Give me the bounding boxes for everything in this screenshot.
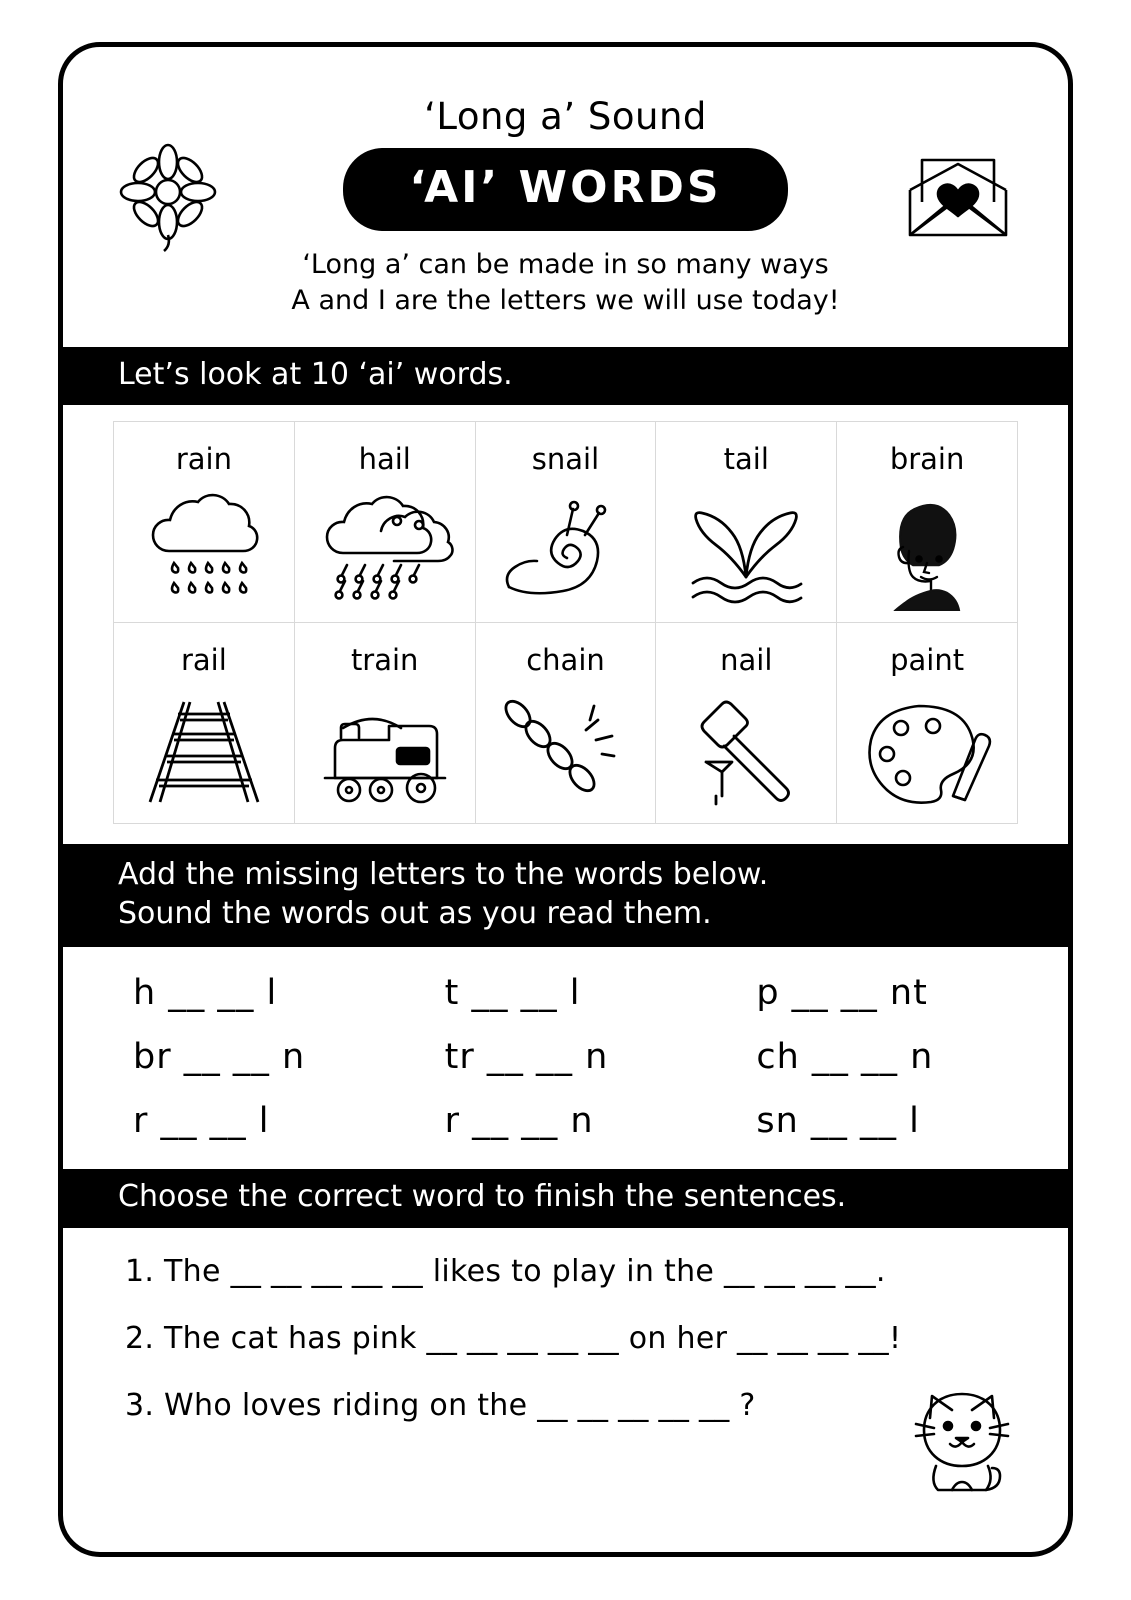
sentence-item[interactable]: 2. The cat has pink __ __ __ __ __ on her __ __ __ __! [125,1320,902,1356]
word-label: nail [720,643,773,678]
hail-cloud-icon [295,480,475,622]
missing-letters-item[interactable]: r __ __ l [133,1101,270,1142]
word-cell-paint [837,623,1018,824]
sentence-item[interactable]: 3. Who loves riding on the __ __ __ __ __ ? [125,1387,756,1423]
word-cell-nail [656,623,837,824]
paint-palette-icon [837,681,1017,823]
railway-track-icon [114,681,294,823]
flower-icon [118,142,218,252]
page-title: ‘Long a’ Sound [424,95,707,138]
subtitle-line-2: A and I are the letters we will use today! [291,285,840,317]
missing-letters-item[interactable]: p __ __ nt [756,973,928,1014]
worksheet-header [63,47,1068,347]
missing-letters-item[interactable]: t __ __ l [444,973,581,1014]
subtitle-line-1: ‘Long a’ can be made in so many ways [302,249,829,280]
word-cell-snail [476,422,657,623]
train-icon [295,681,475,823]
chain-icon [476,681,656,823]
missing-letters-exercise [63,947,1068,1169]
missing-letters-item[interactable]: br __ __ n [133,1037,306,1078]
word-cell-hail [295,422,476,623]
whale-tail-icon [656,480,836,622]
word-cell-brain [837,422,1018,623]
word-cell-train [295,623,476,824]
section-2-heading [63,844,1068,947]
word-label: chain [526,643,605,678]
worksheet-page [58,42,1073,1557]
missing-letters-item[interactable]: sn __ __ l [756,1101,920,1142]
missing-letters-row [63,1037,1068,1077]
word-label: rain [175,442,232,477]
section-1-heading: Let’s look at 10 ‘ai’ words. [63,347,1068,405]
cat-icon [902,1378,1022,1498]
subtitle [63,247,1068,320]
missing-letters-item[interactable]: ch __ __ n [756,1037,934,1078]
word-cell-rain [114,422,295,623]
snail-icon [476,480,656,622]
section-2-heading-line-1: Add the missing letters to the words below. [118,857,769,893]
missing-letters-row [63,973,1068,1013]
topic-badge: ‘AI’ WORDS [343,148,787,231]
sentence-item[interactable]: 1. The __ __ __ __ __ likes to play in the __ __ __ __. [125,1253,886,1289]
missing-letters-item[interactable]: r __ __ n [444,1101,594,1142]
word-label: tail [723,442,769,477]
word-label: brain [889,442,965,477]
sentences-exercise [63,1228,1068,1504]
hammer-nail-icon [656,681,836,823]
word-cell-chain [476,623,657,824]
word-label: hail [358,442,411,477]
rain-cloud-icon [114,480,294,622]
missing-letters-item[interactable]: h __ __ l [133,973,278,1014]
word-label: snail [531,442,600,477]
section-3-heading: Choose the correct word to finish the sentences. [63,1169,1068,1227]
missing-letters-row [63,1101,1068,1141]
envelope-heart-icon [898,142,1018,247]
word-label: rail [180,643,227,678]
head-brain-icon [837,480,1017,622]
missing-letters-item[interactable]: tr __ __ n [444,1037,609,1078]
word-cell-rail [114,623,295,824]
word-label: train [350,643,419,678]
word-grid [113,421,1018,824]
word-grid-wrap [63,405,1068,844]
word-cell-tail [656,422,837,623]
word-label: paint [890,643,965,678]
section-2-heading-line-2: Sound the words out as you read them. [118,895,712,931]
